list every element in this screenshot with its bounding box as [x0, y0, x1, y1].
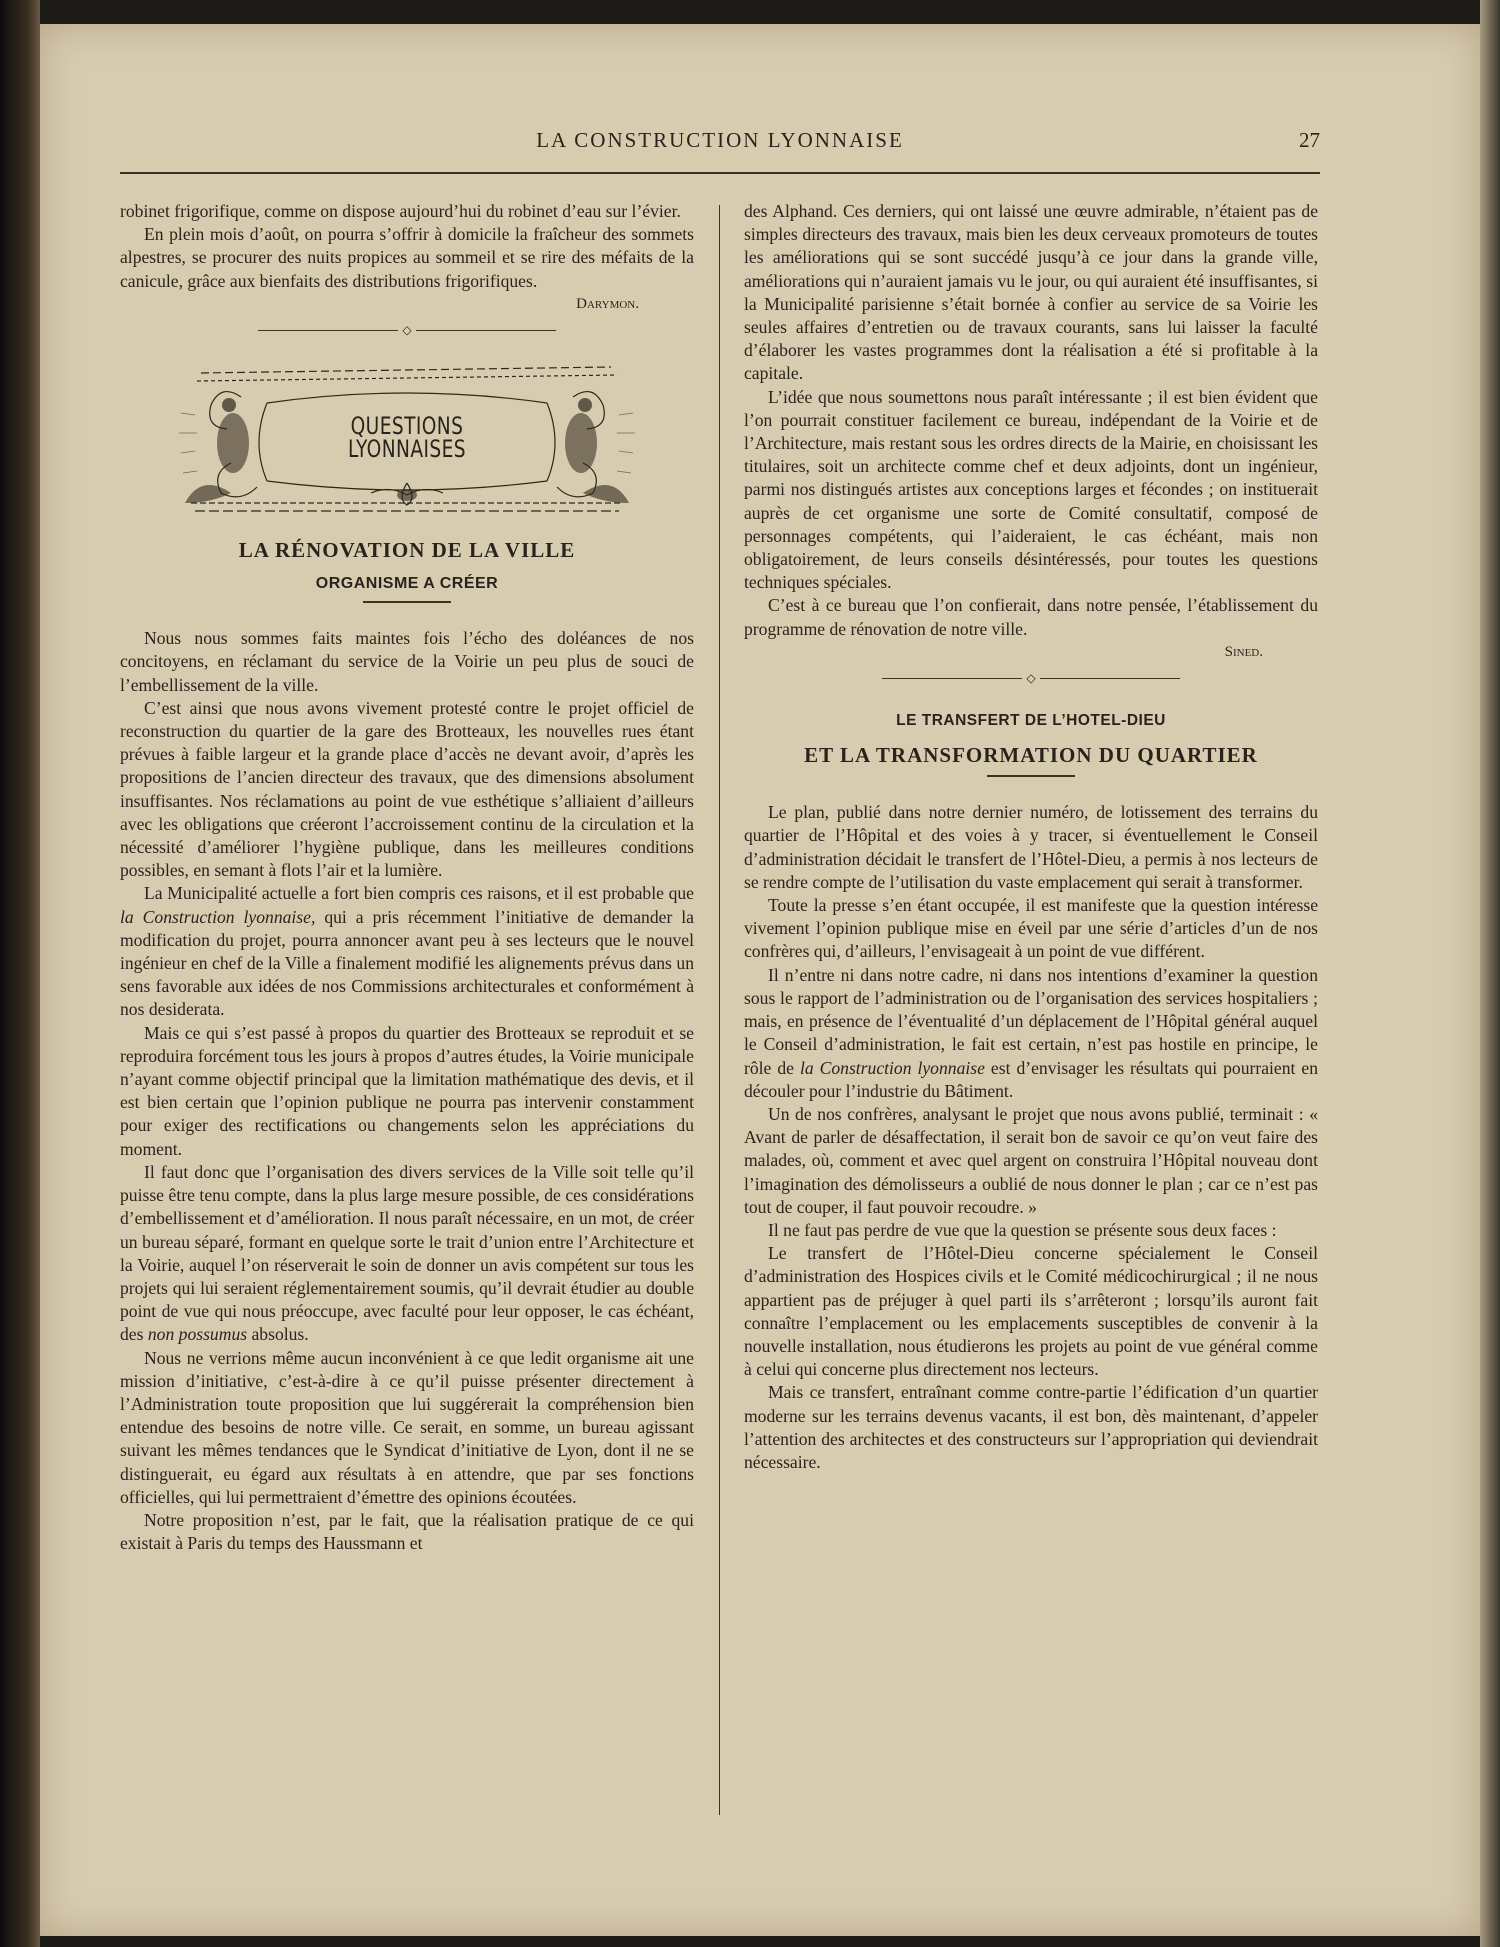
article-title: LA RÉNOVATION DE LA VILLE	[238, 537, 576, 562]
title-rule	[987, 775, 1075, 777]
separator-line	[1040, 678, 1180, 679]
paragraph: C’est à ce bureau que l’on confierait, dans notre pensée, l’établissement du programme de rénovation de notre ville.	[744, 595, 1318, 639]
running-title: LA CONSTRUCTION LYONNAISE	[536, 128, 904, 152]
publication-name: la Construction lyonnaise	[799, 1057, 985, 1078]
paragraph: Mais ce qui s’est passé à propos du quartier des Brotteaux se reproduit et se reproduira forcément tous les jours à propos d’autres études, la Voirie municipale n’ayant comme objectif principal que la limitation mathématique des devis, et il est bien certain que l’opinion publique ne pourra pas intervenir constamment pour exiger des rectifications ou changements selon les appréciations du moment.	[120, 1022, 694, 1159]
paragraph: Un de nos confrères, analysant le projet que nous avons publié, terminait : « Avant de parler de désaffectation, il serait bon de savoir ce qu’on veut faire des malades, où, comment et avec quel argent on construira l’Hôpital nouveau dont l’imagination des démolisseurs a oublié de nous donner le plan ; car ce n’est pas tout de couper, il faut pouvoir recoudre. »	[744, 1103, 1318, 1217]
paragraph: Toute la presse s’en étant occupée, il est manifeste que la question intéresse vivement l’opinion publique mise en éveil par une série d’articles d’un de nos confrères qui, d’ailleurs, l’envisageait à un point de vue différent.	[744, 895, 1318, 962]
paragraph: Nous ne verrions même aucun inconvénient à ce que ledit organisme ait une mission d’initiative, c’est-à-dire à ce qu’il puisse présenter directement à l’Administration toute proposition que lui suggérerait la compréhension bien entendue des besoins de notre ville. Ce serait, en somme, un bureau agissant suivant les mêmes tendances que le Syndicat d’initiative de Lyon, dont il ne se distinguerait, eu égard aux résultats à en attendre, que par ses fonctions officielles, qui lui permettraient d’émettre des opinions écoutées.	[120, 1347, 694, 1507]
separator-line	[416, 330, 556, 331]
article-title: ET LA TRANSFORMATION DU QUARTIER	[804, 743, 1258, 768]
paragraph-text: La Municipalité actuelle a fort bien compris ces raisons, et il est probable que	[144, 883, 694, 904]
paragraph-text: Il faut donc que l’organisation des divers services de la Ville soit telle qu’il puisse être tenu compte, dans la plus large mesure possible, de ces considérations d’embellissement et d’amélioration. Il nous paraît nécessaire, en un mot, de créer un bureau séparé, formant en quelque sorte le trait d’union entre l’Architecture et la Voirie, auquel l’on réserverait le soin de donner un avis compétent sur tous les projets qui lui seraient réglementairement soumis, qu’il devrait étudier au double point de vue qui nous préoccupe, avec faculté pour leur opposer, le cas échéant, des	[120, 1161, 694, 1345]
paragraph: Notre proposition n’est, par le fait, que la réalisation pratique de ce qui existait à Paris du temps des Haussmann et	[120, 1509, 694, 1554]
signature: Sined.	[1224, 643, 1263, 660]
diamond-icon: ◇	[1026, 671, 1036, 686]
article-subtitle: ORGANISME A CRÉER	[315, 575, 499, 593]
paragraph	[744, 964, 1318, 1103]
paragraph: Nous nous sommes faits maintes fois l’écho des doléances de nos concitoyens, en réclamant du service de la Voirie un peu plus de souci de l’embellissement de la ville.	[120, 628, 694, 695]
paragraph: des Alphand. Ces derniers, qui ont laissé une œuvre admirable, n’étaient pas de simples directeurs des travaux, mais bien les deux cerveaux promoteurs de toutes les améliorations qui se sont succédé jusqu’à ce jour dans la grande ville, améliorations qui n’auraient jamais vu le jour, ou qui auraient été insuffisantes, si la Municipalité parisienne s’était bornée à confier au service de sa Voirie les seules affaires d’entretien ou de travaux courants, sans lui laisser la faculté d’élaborer les vastes programmes dont la réalisation a été si profitable à la capitale.	[744, 201, 1318, 384]
paragraph	[120, 1161, 694, 1347]
signature: Darymon.	[576, 295, 639, 312]
paragraph: C’est ainsi que nous avons vivement protesté contre le projet officiel de reconstruction du quartier de la gare des Brotteaux, les nouvelles rues étant prévues à faible largeur et la grande place d’accès ne devant avoir, d’après les propositions de l’ancien directeur des travaux, que des dimensions absolument insuffisantes. Nos réclamations au point de vue esthétique s’alliaient d’ailleurs avec les obligations que créeront l’accroissement continu de la circulation et la nécessité d’améliorer l’hygiène publique, dans les meilleures conditions possibles, en semant à flots l’air et la lumière.	[120, 697, 694, 881]
paragraph	[120, 882, 694, 1021]
page-edge	[1480, 0, 1500, 1947]
column-divider	[719, 205, 720, 1815]
separator-line	[882, 678, 1022, 679]
paragraph: L’idée que nous soumettons nous paraît intéressante ; il est bien évident que l’on pourrait constituer facilement ce bureau, indépendant de la Voirie et de l’Architecture, mais restant sous les ordres directs de la Mairie, en choisissant les titulaires, soit un architecte comme chef et deux adjoints, dont un ingénieur, parmi nos distingués artistes aux conceptions larges et fécondes ; on instituerait auprès de cet organisme une sorte de Comité consultatif, composé de personnages compétents, qui l’aideraient, le cas échéant, mais non obligatoirement, de leurs conseils désintéressés, pour toutes les questions techniques spéciales.	[744, 386, 1318, 593]
page-header	[120, 128, 1320, 168]
title-rule	[363, 601, 451, 603]
publication-name: la Construction lyonnaise,	[120, 906, 316, 927]
diamond-icon: ◇	[402, 323, 412, 338]
page-number: 27	[1299, 128, 1320, 152]
binding-shadow	[0, 0, 40, 1947]
paragraph: Le plan, publié dans notre dernier numéro, de lotissement des terrains du quartier de l’Hôpital et des voies à y tracer, si éventuellement le Conseil d’administration décidait le transfert de l’Hôtel-Dieu, a permis à nos lecteurs de se rendre compte de l’utilisation du vaste emplacement qui serait à transformer.	[744, 802, 1318, 892]
paragraph: Le transfert de l’Hôtel-Dieu concerne spécialement le Conseil d’administration des Hospices civils et le Comité médicochirurgical ; il ne nous appartient pas de préjuger à quel parti ils s’arrêteront ; lorsqu’ils auront fait connaître l’emplacement ou les emplacements susceptibles de convenir à la nouvelle installation, nous étudierons les projets au point de vue général comme à celui qui concerne plus directement nos lecteurs.	[744, 1243, 1318, 1380]
latin-phrase: non possumus	[147, 1324, 248, 1345]
ornamental-banner	[171, 353, 643, 521]
header-rule	[120, 172, 1320, 174]
article-subtitle: LE TRANSFERT DE L’HOTEL-DIEU	[896, 711, 1166, 729]
separator	[744, 669, 1318, 689]
paragraph-text: est d’envisager les résultats qui pourraient en découler pour l’industrie du Bâtiment.	[744, 1057, 1319, 1101]
paragraph: robinet frigorifique, comme on dispose aujourd’hui du robinet d’eau sur l’évier.	[120, 201, 681, 221]
paragraph: En plein mois d’août, on pourra s’offrir à domicile la fraîcheur des sommets alpestres, se procurer des nuits propices au sommeil et se rire des méfaits de la canicule, grâce aux bienfaits des distributions frigorifiques.	[120, 224, 694, 291]
separator-line	[258, 330, 398, 331]
paragraph-text: absolus.	[247, 1324, 309, 1345]
paragraph-text: qui a pris récemment l’initiative de demander la modification du projet, pourra annoncer avant peu à ses lecteurs que le nouvel ingénieur en chef de la Ville a finalement modifié les alignements prévus dans un sens favorable aux idées de nos Commissions architecturales et conformément à nos desiderata.	[120, 906, 694, 1020]
banner-title: QUESTIONS LYONNAISES	[348, 411, 466, 464]
paragraph: Il ne faut pas perdre de vue que la question se présente sous deux faces :	[768, 1219, 1277, 1240]
left-column	[120, 200, 694, 1555]
right-column	[744, 200, 1318, 1474]
paragraph: Mais ce transfert, entraînant comme contre-partie l’édification d’un quartier moderne sur les terrains devenus vacants, il est bon, dès maintenant, d’appeler l’attention des architectes et des constructeurs sur l’appropriation qui deviendrait nécessaire.	[744, 1382, 1318, 1472]
paragraph-text: Il n’entre ni dans notre cadre, ni dans nos intentions d’examiner la question sous le rapport de l’administration ou de l’organisation des services hospitaliers ; mais, en présence de l’éventualité d’un déplacement de l’Hôpital général auquel le Conseil d’administration, le fait est certain, n’est pas hostile en principe, le rôle de	[744, 964, 1318, 1078]
separator	[120, 321, 694, 341]
